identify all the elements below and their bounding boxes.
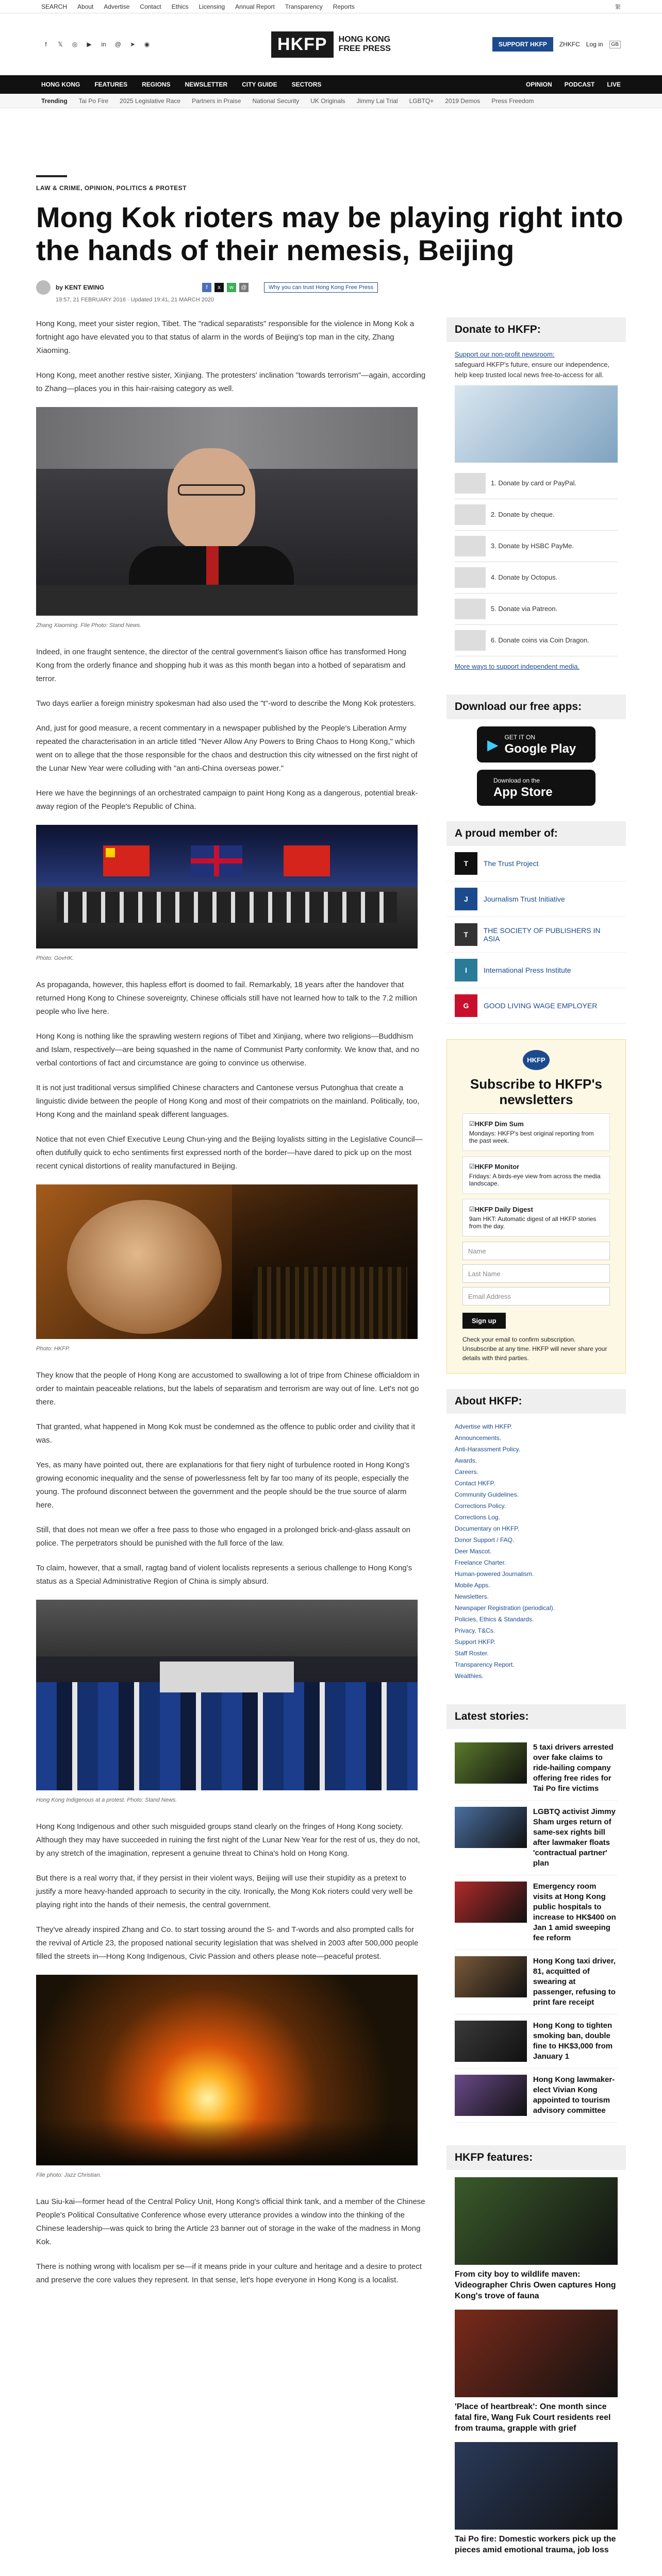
latest-story-0[interactable] — [455, 1736, 618, 1801]
google-play-icon: ▶ — [487, 736, 499, 753]
utility-link-6[interactable]: Annual Report — [235, 3, 275, 10]
logo-box: HKFP — [271, 31, 334, 58]
utility-link-7[interactable]: Transparency — [285, 3, 323, 10]
p2-paragraph-3: Here we have the beginnings of an orchestrated campaign to paint Hong Kong as a dangerous, potential break-away region of the People's Republic of China. — [36, 789, 418, 811]
donate-thumb-5 — [455, 630, 486, 651]
newsletter-title: Subscribe to HKFP's newsletters — [470, 1076, 602, 1107]
rss-icon[interactable]: ◉ — [144, 41, 150, 48]
latest-thumb-5 — [455, 2075, 527, 2116]
sidebar — [446, 317, 626, 2576]
newsletter-desc: Mondays: HKFP's best original reporting from the past week. — [469, 1130, 594, 1144]
threads-icon[interactable]: @ — [114, 41, 122, 48]
site-logo[interactable] — [271, 31, 391, 58]
newsletter-logo: HKFP — [523, 1050, 549, 1070]
p5-paragraph-0: Hong Kong Indigenous and other such misguided groups stand clearly on the fringes of Hong Kong society. Although they may have succeeded in ruining the first night of the Lunar New Year for the rest of us, they do not, by any stretch of the imagination, represent a genuine threat to China's hold on Hong Kong. — [36, 1822, 420, 1858]
donate-option-1[interactable] — [455, 499, 618, 531]
about-link-6[interactable]: Community Guidelines. — [454, 1491, 519, 1498]
email-field[interactable]: Email Address — [462, 1287, 610, 1306]
about-link-9[interactable]: Documentary on HKFP. — [454, 1525, 520, 1532]
trending-item-4[interactable]: UK Originals — [310, 97, 345, 105]
newsletter-desc: Fridays: A birds-eye view from across the media landscape. — [469, 1173, 601, 1187]
latest-story-2[interactable] — [455, 1875, 618, 1950]
latest-thumb-3 — [455, 1956, 527, 1997]
feature-thumb-0 — [455, 2177, 618, 2265]
email-share-icon[interactable]: @ — [239, 283, 249, 292]
nav-item-5[interactable]: SECTORS — [291, 81, 322, 88]
whatsapp-share-icon[interactable]: w — [227, 283, 236, 292]
apps-title: Download our free apps: — [446, 694, 626, 719]
nav-item-2[interactable]: REGIONS — [142, 81, 171, 88]
about-link-14[interactable]: Mobile Apps. — [454, 1582, 490, 1589]
feature-thumb-2 — [455, 2442, 618, 2530]
member-title: A proud member of: — [446, 821, 626, 846]
p5-paragraph-2: They've already inspired Zhang and Co. to start tossing around the S- and T-words and also prompted calls for the revival of Article 23, the proposed national security legislation that was shelved in 2003 after 500,000 people filled the streets in—Hong Kong Indigenous, Civic Passion and others please note—peaceful protest. — [36, 1925, 419, 1961]
feature-story-1[interactable] — [455, 2310, 618, 2434]
photo-handover-ceremony — [36, 825, 418, 948]
p6-paragraph-0: Lau Siu-kai—former head of the Central Policy Unit, Hong Kong's official think tank, and a member of the Chinese People's Political Consultative Conference whose every utterance provides a window into the thinking of the Chinese leadership—was quick to bring the Article 23 banner out of storage in the wake of the madness in Mong Kok. — [36, 2197, 425, 2246]
donate-option-2[interactable] — [455, 531, 618, 562]
donate-text: safeguard HKFP's future, ensure our independence, help keep trusted local news free-to-access for all. — [454, 361, 610, 379]
member-name: THE SOCIETY OF PUBLISHERS IN ASIA — [483, 926, 601, 943]
trending-item-5[interactable]: Jimmy Lai Trial — [356, 97, 398, 105]
figure-handover — [36, 825, 418, 965]
about-link-18[interactable]: Privacy, T&Cs. — [454, 1627, 495, 1634]
latest-title: Hong Kong taxi driver, 81, acquitted of swearing at passenger, refusing to print fare receipt — [533, 1957, 616, 2007]
caption-2: Photo: GovHK. — [36, 955, 74, 961]
newsletter-note: Check your email to confirm subscription. Unsubscribe at any time. HKFP will never share your details with third parties. — [462, 1336, 607, 1362]
newsletter-box — [446, 1039, 626, 1374]
donate-option-label: 2. Donate by cheque. — [490, 511, 555, 518]
social-icons — [41, 40, 227, 49]
support-button[interactable]: SUPPORT HKFP — [492, 37, 553, 52]
photo-protest-banner — [36, 1184, 418, 1339]
about-link-4[interactable]: Careers. — [454, 1468, 478, 1476]
member-logo-icon: I — [455, 959, 477, 981]
name-field[interactable]: Name — [462, 1242, 610, 1260]
language-toggle[interactable]: 繁 — [615, 4, 621, 10]
checkbox-icon[interactable]: ☑ — [469, 1120, 475, 1127]
figure-indigenous — [36, 1600, 418, 1807]
about-link-5[interactable]: Contact HKFP. — [454, 1480, 495, 1487]
telegram-icon[interactable]: ➤ — [129, 41, 136, 48]
member-0[interactable] — [446, 846, 626, 882]
p3-paragraph-3: Notice that not even Chief Executive Leung Chun-ying and the Beijing loyalists sitting in the Legislative Council—often dutifully quick to echo sentiments first expressed north of the border—have dared to pick up on the most recent cynical distortions of reality manufactured in Beijing. — [36, 1135, 423, 1171]
trending-item-7[interactable]: 2019 Demos — [445, 97, 481, 105]
logo-line2: FREE PRESS — [338, 44, 391, 53]
newsletter-name: HKFP Monitor — [474, 1163, 520, 1171]
members-box — [446, 821, 626, 1024]
about-link-7[interactable]: Corrections Policy. — [454, 1502, 506, 1510]
share-icons — [202, 283, 249, 292]
p4-paragraph-2: Yes, as many have pointed out, there are explanations for that fiery night of turbulence rooted in Hong Kong's growing economic inequality and the sense of powerlessness felt by far too many of its people, especially the young. The profound disconnect between the government and the people should be the true source of alarm here. — [36, 1461, 410, 1510]
about-link-19[interactable]: Support HKFP. — [454, 1638, 496, 1646]
donate-option-5[interactable] — [455, 625, 618, 656]
title-rule — [36, 175, 67, 177]
latest-title: Latest stories: — [446, 1704, 626, 1729]
p1-paragraph-1: Hong Kong, meet another restive sister, Xinjiang. The protesters' inclination "towards terrorism"—again, according to Zhang—places you in this hair-raising category as well. — [36, 371, 426, 393]
utility-link-3[interactable]: Contact — [140, 3, 161, 10]
about-link-15[interactable]: Newsletters. — [454, 1593, 489, 1600]
p3-paragraph-1: Hong Kong is nothing like the sprawling western regions of Tibet and Xinjiang, where two religions—Buddhism and Islam, respectively—are being squashed in the name of Communist Party conformity. We know that, and no verbal contortions of fact and circumstance are going to convince us otherwise. — [36, 1032, 420, 1067]
byline — [36, 280, 626, 295]
member-name: The Trust Project — [483, 859, 539, 868]
p2-paragraph-0: Indeed, in one fraught sentence, the director of the central government's liaison office has transformed Hong Kong from the orderly finance and shopping hub it was as this month began into a hotbed of separatism and terror. — [36, 648, 407, 683]
nav-item-3[interactable]: NEWSLETTER — [185, 81, 228, 88]
latest-thumb-0 — [455, 1742, 527, 1784]
p4-paragraph-3: Still, that does not mean we offer a free pass to those who engaged in a prolonged brick-and-glass assault on police. The perpetrators should be punished with the full force of the law. — [36, 1526, 411, 1548]
chinese-site-link[interactable]: ZHKFC — [559, 41, 580, 48]
about-link-8[interactable]: Corrections Log. — [454, 1514, 500, 1521]
newsletter-desc: 9am HKT: Automatic digest of all HKFP stories from the day. — [469, 1215, 597, 1230]
article-title: Mong Kok rioters may be playing right into the hands of their nemesis, Beijing — [36, 201, 623, 266]
feature-story-2[interactable] — [455, 2442, 618, 2555]
caption-4: Hong Kong Indigenous at a protest. Photo: Stand News. — [36, 1797, 177, 1803]
latest-thumb-2 — [455, 1882, 527, 1923]
nav-item-1[interactable]: FEATURES — [94, 81, 128, 88]
utility-link-1[interactable]: About — [77, 3, 94, 10]
nav-right-1[interactable]: PODCAST — [564, 81, 595, 88]
about-title: About HKFP: — [446, 1389, 626, 1414]
donate-option-label: 6. Donate coins via Coin Dragon. — [490, 636, 589, 644]
feature-story-0[interactable] — [455, 2177, 618, 2301]
as-big: App Store — [493, 785, 553, 799]
as-small: Download on the — [493, 777, 540, 784]
latest-title: LGBTQ activist Jimmy Sham urges return of same-sex rights bill after lawmaker floats 'contractual partner' plan — [533, 1807, 616, 1868]
newsletter-option-0[interactable] — [462, 1113, 610, 1151]
facebook-share-icon[interactable]: f — [202, 283, 211, 292]
member-name: International Press Institute — [483, 966, 571, 974]
flag-icon[interactable]: GB — [609, 41, 621, 48]
gp-big: Google Play — [504, 742, 576, 756]
feature-title: 'Place of heartbreak': One month since fatal fire, Wang Fuk Court residents reel from trauma, grapple with grief — [454, 2402, 611, 2433]
p3-paragraph-2: It is not just traditional versus simplified Chinese characters and Cantonese versus Putonghua that create a linguistic divide between the people of Hong Kong and most of their compatriots on the mainland. Politically, too, Hong Kong and the mainland speak different languages. — [36, 1083, 420, 1119]
utility-link-0[interactable]: SEARCH — [41, 3, 68, 10]
youtube-icon[interactable]: ▶ — [87, 41, 92, 48]
figure-fire — [36, 1975, 418, 2182]
utility-link-4[interactable]: Ethics — [171, 3, 189, 10]
top-header — [0, 13, 662, 75]
google-play-button[interactable] — [477, 726, 595, 762]
author-avatar — [36, 280, 51, 295]
donate-photo — [455, 385, 618, 463]
trending-bar — [0, 94, 662, 108]
member-name: GOOD LIVING WAGE EMPLOYER — [483, 1002, 598, 1010]
donate-thumb-0 — [455, 473, 486, 494]
member-logo-icon: G — [455, 994, 477, 1017]
about-link-0[interactable]: Advertise with HKFP. — [454, 1423, 512, 1430]
checkbox-icon[interactable]: ☑ — [469, 1206, 475, 1213]
trending-item-6[interactable]: LGBTQ+ — [409, 97, 434, 105]
features-box — [446, 2145, 626, 2571]
caption-1: Zhang Xiaoming. File Photo: Stand News. — [36, 622, 142, 629]
trending-item-8[interactable]: Press Freedom — [491, 97, 534, 105]
latest-title: Hong Kong to tighten smoking ban, double fine to HK$3,000 from January 1 — [533, 2021, 613, 2061]
photo-protest-crowd — [36, 1600, 418, 1790]
latest-story-4[interactable] — [455, 2014, 618, 2069]
donate-title: Donate to HKFP: — [446, 317, 626, 342]
author-name[interactable]: by KENT EWING — [56, 284, 105, 291]
article-dates: 19:57, 21 FEBRUARY 2016 · Updated 19:41, 21 MARCH 2020 — [56, 297, 214, 303]
about-link-12[interactable]: Freelance Charter. — [454, 1559, 506, 1566]
donate-option-label: 3. Donate by HSBC PayMe. — [490, 542, 574, 550]
feature-title: Tai Po fire: Domestic workers pick up the pieces amid emotional trauma, job loss — [454, 2535, 616, 2554]
p2-paragraph-1: Two days earlier a foreign ministry spokesman had also used the "t"-word to describe the Mong Kok protesters. — [36, 699, 416, 708]
member-2[interactable] — [446, 917, 626, 953]
latest-story-1[interactable] — [455, 1801, 618, 1875]
about-link-2[interactable]: Anti-Harassment Policy. — [454, 1446, 521, 1453]
latest-thumb-4 — [455, 2021, 527, 2062]
donate-more-link[interactable]: More ways to support independent media. — [454, 663, 580, 670]
trending-item-1[interactable]: 2025 Legislative Race — [120, 97, 181, 105]
about-link-13[interactable]: Human-powered Journalism. — [454, 1570, 534, 1578]
p6-paragraph-1: There is nothing wrong with localism per se—if it means pride in your culture and heritage and a desire to protect and preserve the core values they represent. In that sense, let's hope everyone in Hong Kong is a localist. — [36, 2262, 422, 2284]
article-header — [36, 108, 626, 303]
nav-right-2[interactable]: LIVE — [607, 81, 621, 88]
figure-zhang — [36, 407, 418, 632]
p4-paragraph-4: To claim, however, that a small, ragtag band of violent localists represents a serious challenge to Hong Kong's status as a Special Administrative Region of China is simply absurd. — [36, 1564, 412, 1586]
checkbox-icon[interactable]: ☑ — [469, 1163, 475, 1170]
donate-option-4[interactable] — [455, 594, 618, 625]
trending-label: Trending — [41, 97, 68, 105]
about-box — [446, 1389, 626, 1689]
donate-option-label: 4. Donate by Octopus. — [490, 573, 558, 581]
p1-paragraph-0: Hong Kong, meet your sister region, Tibet. The "radical separatists" responsible for the violence in Mong Kok a fortnight ago have elevated you to that status of alarm in the words of Beijing's top man in the city, Zhang Xiaoming. — [36, 319, 415, 355]
login-link[interactable]: Log in — [586, 41, 603, 48]
feature-title: From city boy to wildlife maven: Videographer Chris Owen captures Hong Kong's trove of fauna — [454, 2270, 616, 2300]
trending-item-3[interactable]: National Security — [252, 97, 300, 105]
about-link-22[interactable]: Wealthies. — [454, 1672, 484, 1680]
facebook-icon[interactable]: f — [45, 41, 47, 48]
p2-paragraph-2: And, just for good measure, a recent commentary in a newspaper published by the People's Liberation Army repeated the characterisation in an article titled "Never Allow Any Powers to Bring Chaos to Hong Kong," which went on to allege that the those responsible for the chaos and destruction this city witnessed on the first night of the Lunar New Year were colluding with "an anti-China overseas power." — [36, 724, 418, 773]
p4-paragraph-1: That granted, what happened in Mong Kok must be condemned as the offence to public order and civility that it was. — [36, 1422, 416, 1445]
member-logo-icon: T — [455, 852, 477, 875]
utility-bar — [0, 0, 662, 13]
trust-link[interactable]: Why you can trust Hong Kong Free Press — [264, 282, 378, 293]
nav-right-0[interactable]: OPINION — [525, 81, 552, 88]
member-name: Journalism Trust Initiative — [483, 895, 565, 903]
about-link-11[interactable]: Deer Mascot. — [454, 1548, 492, 1555]
member-1[interactable] — [446, 882, 626, 917]
trending-item-0[interactable]: Tai Po Fire — [78, 97, 109, 105]
member-3[interactable] — [446, 953, 626, 988]
latest-thumb-1 — [455, 1807, 527, 1848]
latest-title: Hong Kong lawmaker-elect Vivian Kong appointed to tourism advisory committee — [533, 2075, 615, 2115]
trending-item-2[interactable]: Partners in Praise — [192, 97, 241, 105]
latest-title: Emergency room visits at Hong Kong public hospitals to increase to HK$400 on Jan 1 amid sweeping fee reform — [533, 1882, 616, 1942]
donate-thumb-4 — [455, 599, 486, 619]
utility-link-5[interactable]: Licensing — [198, 3, 225, 10]
newsletter-name: HKFP Dim Sum — [474, 1120, 524, 1128]
donate-option-3[interactable] — [455, 562, 618, 594]
gp-small: GET IT ON — [504, 734, 536, 741]
feature-thumb-1 — [455, 2310, 618, 2397]
nav-item-4[interactable]: CITY GUIDE — [242, 81, 277, 88]
newsletter-option-1[interactable] — [462, 1156, 610, 1194]
member-4[interactable] — [446, 988, 626, 1024]
caption-3: Photo: HKFP. — [36, 1346, 70, 1352]
latest-title: 5 taxi drivers arrested over fake claims to ride-hailing company offering free rides for Tai Po fire victims — [533, 1743, 614, 1793]
about-link-17[interactable]: Policies, Ethics & Standards. — [454, 1616, 534, 1623]
photo-zhang-xiaoming — [36, 407, 418, 616]
p4-paragraph-0: They know that the people of Hong Kong are accustomed to swallowing a lot of tripe from Chinese officialdom in order to maintain peaceable relations, but the labels of separatism and terrorism are way out of line. Let's not go there. — [36, 1371, 420, 1406]
photo-street-fire — [36, 1975, 418, 2165]
signup-button[interactable]: Sign up — [462, 1313, 506, 1329]
about-link-20[interactable]: Staff Roster. — [454, 1650, 489, 1657]
donate-thumb-2 — [455, 536, 486, 556]
donate-box — [446, 317, 626, 679]
newsletter-option-2[interactable] — [462, 1199, 610, 1236]
donate-option-0[interactable] — [455, 468, 618, 499]
donate-link[interactable]: Support our non-profit newsroom: — [454, 350, 555, 358]
x-icon[interactable]: 𝕏 — [58, 41, 63, 48]
app-store-button[interactable] — [477, 770, 595, 806]
nav-item-0[interactable]: HONG KONG — [41, 81, 80, 88]
about-link-1[interactable]: Announcements. — [454, 1434, 501, 1442]
donate-thumb-1 — [455, 504, 486, 525]
about-link-3[interactable]: Awards. — [454, 1457, 477, 1464]
logo-text — [339, 35, 391, 54]
about-link-16[interactable]: Newspaper Registration (periodical). — [454, 1604, 555, 1612]
linkedin-icon[interactable]: in — [101, 41, 106, 48]
utility-link-2[interactable]: Advertise — [104, 3, 130, 10]
newsletter-name: HKFP Daily Digest — [474, 1206, 533, 1213]
donate-option-label: 1. Donate by card or PayPal. — [490, 479, 577, 487]
donate-thumb-3 — [455, 567, 486, 588]
about-link-10[interactable]: Donor Support / FAQ. — [454, 1536, 515, 1544]
article-body — [36, 317, 426, 2576]
features-title: HKFP features: — [446, 2145, 626, 2170]
caption-5: File photo: Jazz Christian. — [36, 2172, 102, 2178]
latest-box — [446, 1704, 626, 2130]
utility-link-8[interactable]: Reports — [333, 3, 355, 10]
p3-paragraph-0: As propaganda, however, this hapless effort is doomed to fail. Remarkably, 18 years after the handover that returned Hong Kong to Chinese sovereignty, Chinese officials still have not learned how to talk to the 7.2 million people who live here. — [36, 980, 418, 1016]
member-logo-icon: J — [455, 888, 477, 910]
latest-story-5[interactable] — [455, 2069, 618, 2123]
x-share-icon[interactable]: x — [214, 283, 224, 292]
instagram-icon[interactable]: ◎ — [72, 41, 78, 48]
figure-leung — [36, 1184, 418, 1355]
latest-story-3[interactable] — [455, 1950, 618, 2014]
last-name-field[interactable]: Last Name — [462, 1264, 610, 1283]
member-logo-icon: T — [455, 923, 477, 946]
main-nav — [0, 75, 662, 94]
donate-option-label: 5. Donate via Patreon. — [490, 605, 558, 613]
p5-paragraph-1: But there is a real worry that, if they persist in their violent ways, Beijing will use their stupidity as a pretext to justify a more heavy-handed approach to security in the city. Ironically, the Mong Kok rioters could very well be playing right into the hands of their nemesis, the central government. — [36, 1874, 413, 1909]
article-categories[interactable]: LAW & CRIME, OPINION, POLITICS & PROTEST — [36, 184, 187, 192]
apps-box — [446, 694, 626, 806]
about-link-21[interactable]: Transparency Report. — [454, 1661, 515, 1668]
logo-line1: HONG KONG — [338, 35, 391, 44]
